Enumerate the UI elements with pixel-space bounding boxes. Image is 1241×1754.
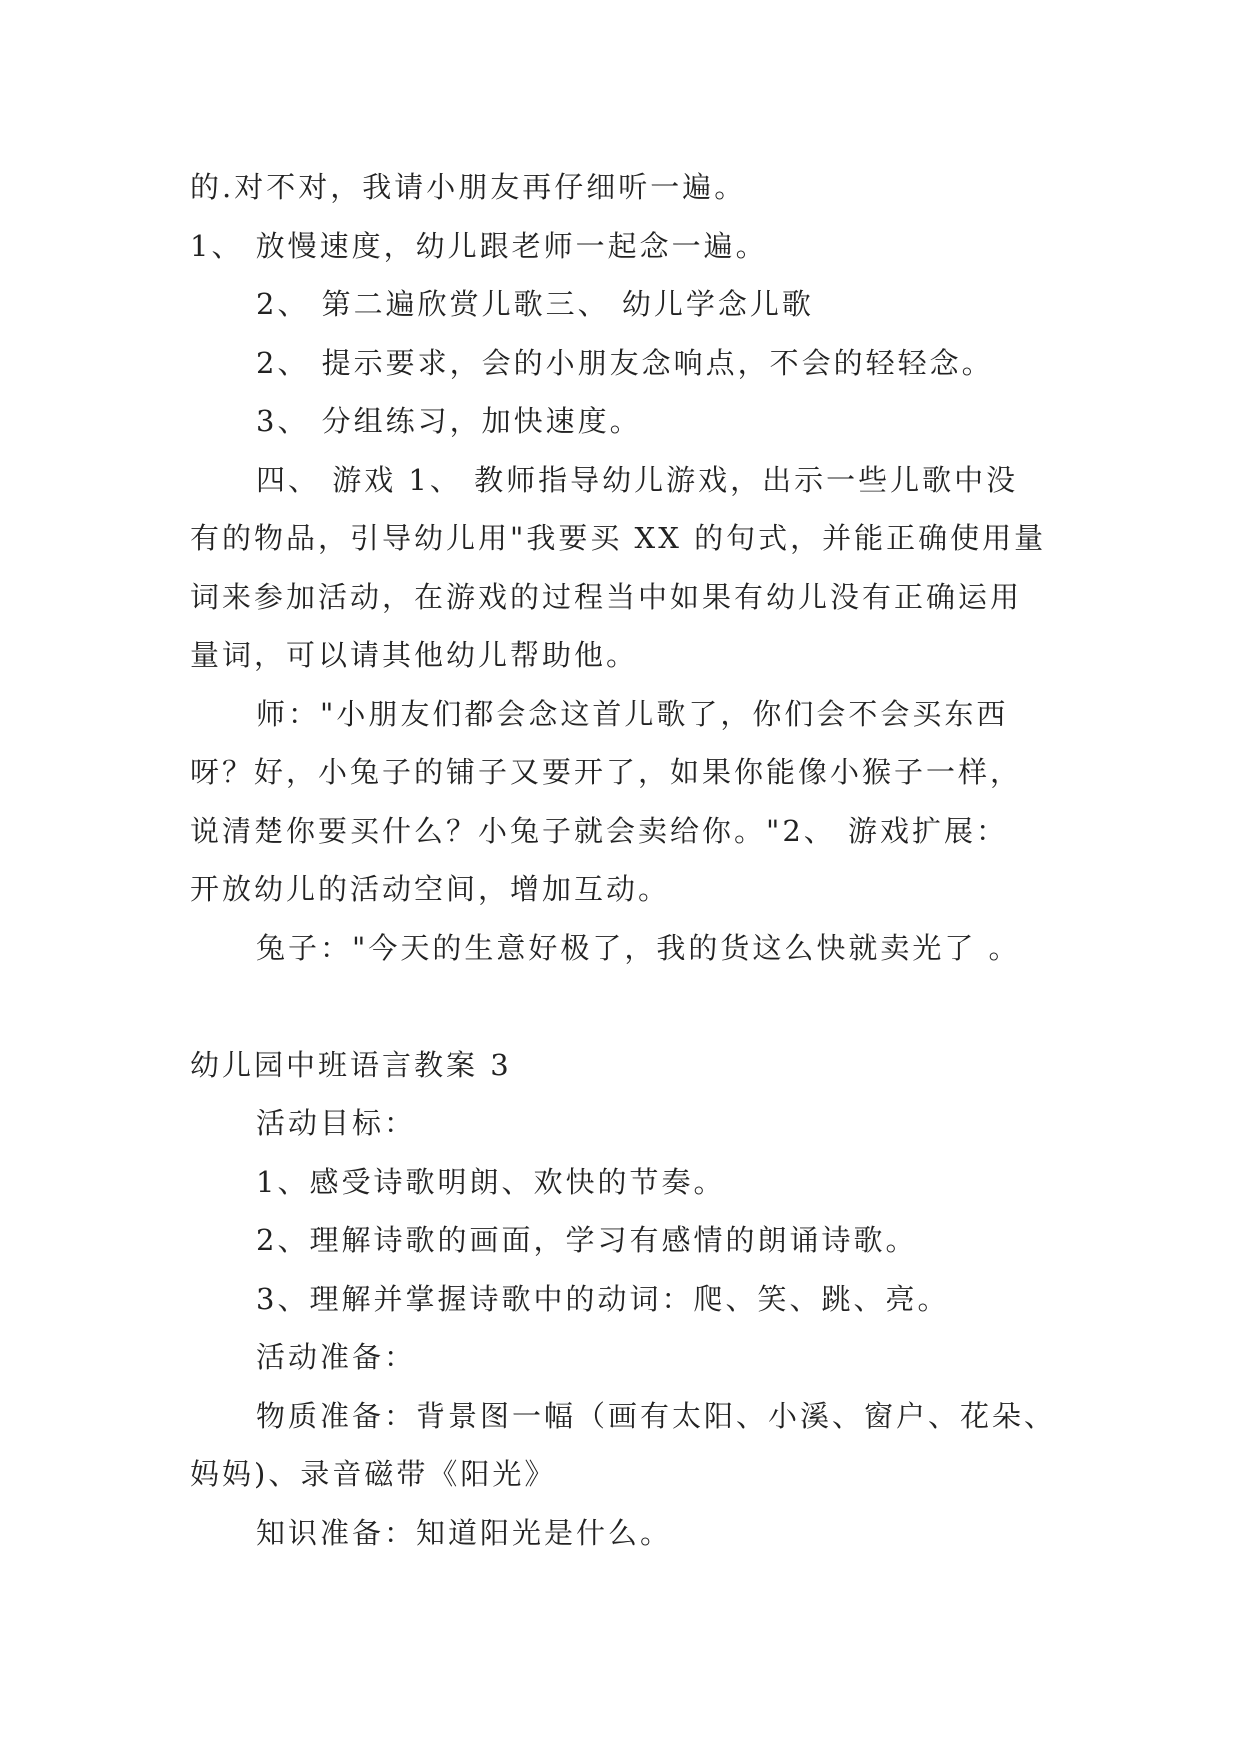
paragraph-line: 四、 游戏 1、 教师指导幼儿游戏，出示一些儿歌中没 <box>256 462 1019 497</box>
paragraph-line: 量词，可以请其他幼儿帮助他。 <box>190 638 639 672</box>
list-item-line: 3、理解并掌握诗歌中的动词：爬、笑、跳、亮。 <box>256 1281 950 1316</box>
list-item-line: 3、 分组练习，加快速度。 <box>256 404 642 438</box>
list-item-line: 1、 放慢速度，幼儿跟老师一起念一遍。 <box>190 228 768 263</box>
section-gap <box>190 977 1070 1036</box>
paragraph-line: 词来参加活动，在游戏的过程当中如果有幼儿没有正确运用 <box>190 579 1023 614</box>
section-heading: 活动目标： <box>256 1106 417 1140</box>
paragraph-line: 知识准备：知道阳光是什么。 <box>256 1515 673 1550</box>
section-title: 幼儿园中班语言教案 3 <box>190 1047 512 1082</box>
paragraph-line: 说清楚你要买什么？小兔子就会卖给你。"2、 游戏扩展： <box>190 813 1009 848</box>
paragraph-line: 呀？好，小兔子的铺子又要开了，如果你能像小猴子一样， <box>190 755 1023 789</box>
list-item-line: 1、感受诗歌明朗、欢快的节奏。 <box>256 1164 726 1199</box>
paragraph-line: 师："小朋友们都会念这首儿歌了，你们会不会买东西 <box>256 696 1009 731</box>
paragraph-line: 有的物品，引导幼儿用"我要买 XX 的句式，并能正确使用量 <box>190 521 1047 555</box>
paragraph-line: 开放幼儿的活动空间，增加互动。 <box>190 872 671 906</box>
document-body <box>190 158 1070 1562</box>
list-item-line: 2、理解诗歌的画面，学习有感情的朗诵诗歌。 <box>256 1223 918 1257</box>
paragraph-line: 的.对不对，我请小朋友再仔细听一遍。 <box>190 170 747 204</box>
paragraph-line: 兔子："今天的生意好极了，我的货这么快就卖光了 。 <box>256 930 1021 965</box>
list-item-line: 2、 第二遍欣赏儿歌三、 幼儿学念儿歌 <box>256 287 814 321</box>
list-item-line: 2、 提示要求，会的小朋友念响点，不会的轻轻念。 <box>256 345 994 380</box>
paragraph-line: 妈妈)、录音磁带《阳光》 <box>190 1457 557 1491</box>
paragraph-line: 物质准备：背景图一幅（画有太阳、小溪、窗户、花朵、 <box>256 1398 1057 1433</box>
section-heading: 活动准备： <box>256 1340 417 1374</box>
